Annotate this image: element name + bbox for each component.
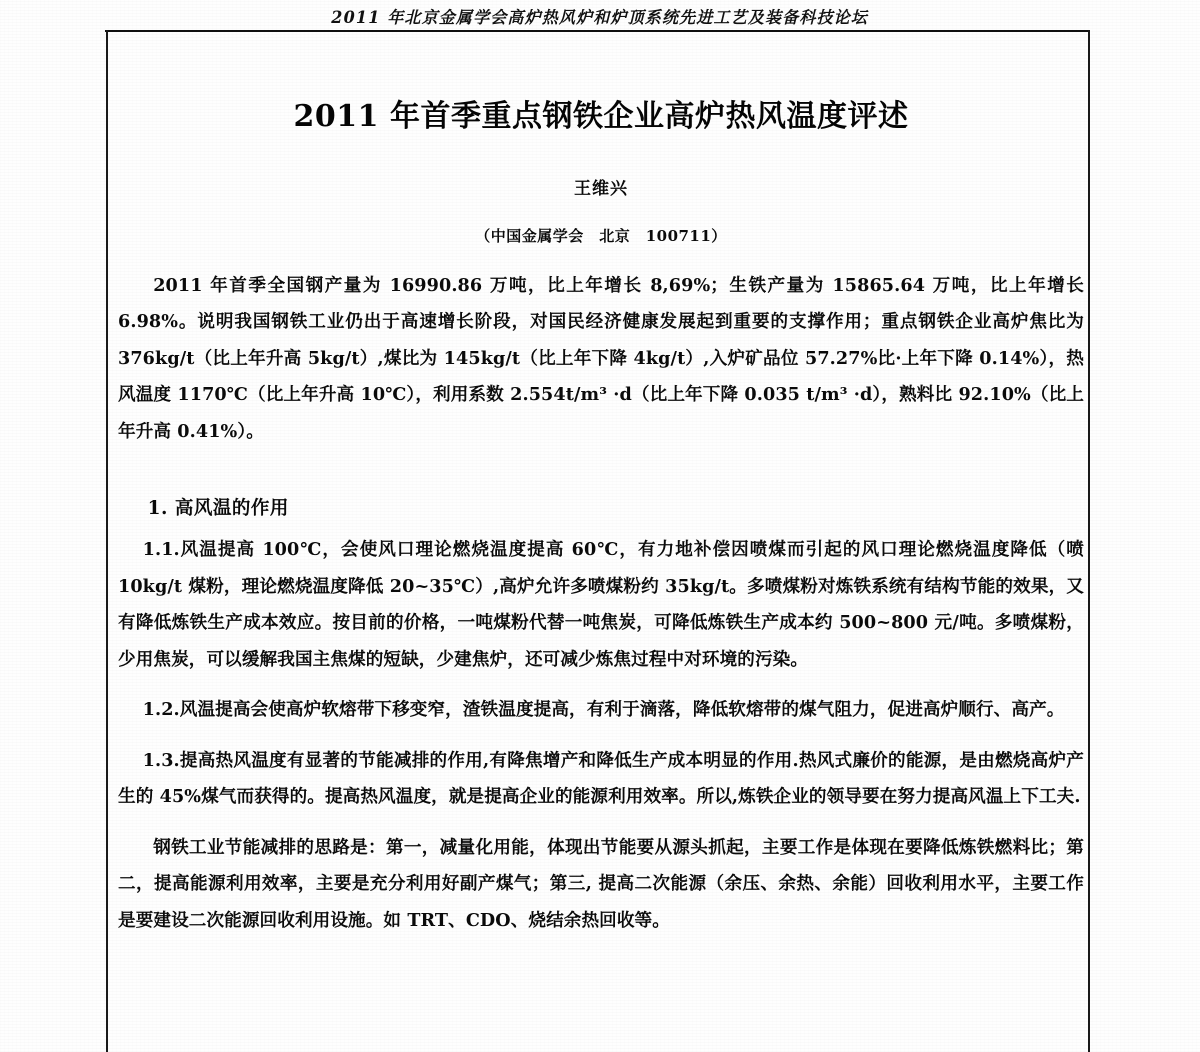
paragraph-1-4: 钢铁工业节能减排的思路是：第一，减量化用能，体现出节能要从源头抓起，主要工作是体现在要降低炼铁燃料比；第二，提高能源利用效率，主要是充分利用好副产煤气；第三, 提高二次能源（余压、余热、余能）回收利用水平，主要工作是要建设二次能源回收利用设施。如 TRT、CDO、烧结余热回收等。 xyxy=(118,836,1084,931)
article-body xyxy=(118,268,1084,940)
paragraph-1-1: 1.1.风温提高 100℃，会使风口理论燃烧温度提高 60℃，有力地补偿因喷煤而引起的风口理论燃烧温度降低（喷 10kg/t 煤粉，理论燃烧温度降低 20~35℃）,高炉允许多喷煤粉约 35kg/t。多喷煤粉对炼铁系统有结构节能的效果，又有降低炼铁生产成本效应。按目前的价格，一吨煤粉代替一吨焦炭，可降低炼铁生产成本约 500~800 元/吨。多喷煤粉，少用焦炭，可以缓解我国主焦煤的短缺，少建焦炉，还可减少炼焦过程中对环境的污染。 xyxy=(118,539,1084,670)
section-number-1: 1. xyxy=(147,498,168,519)
document-content xyxy=(118,56,1084,939)
author-name: 王维兴 xyxy=(574,178,628,199)
page-right-edge-rule xyxy=(1088,30,1090,1052)
running-header-text: 2011 年北京金属学会高炉热风炉和炉顶系统先进工艺及装备科技论坛 xyxy=(331,8,869,27)
header-divider-rule xyxy=(105,30,1090,32)
section-title-1: 高风温的作用 xyxy=(174,498,289,519)
page-title: 2011 年首季重点钢铁企业高炉热风温度评述 xyxy=(293,99,909,134)
paragraph-1-3: 1.3.提高热风温度有显著的节能减排的作用,有降焦增产和降低生产成本明显的作用.热风式廉价的能源，是由燃烧高炉产生的 45%煤气而获得的。提高热风温度，就是提高企业的能源利用效率。所以,炼铁企业的领导要在努力提高风温上下工夫. xyxy=(118,749,1084,807)
section-heading-1 xyxy=(118,492,1084,526)
abstract-paragraph: 2011 年首季全国钢产量为 16990.86 万吨，比上年增长 8,69%；生铁产量为 15865.64 万吨，比上年增长 6.98%。说明我国钢铁工业仍出于高速增长阶段，对国民经济健康发展起到重要的支撑作用；重点钢铁企业高炉焦比为 376kg/t（比上年升高 5kg/t）,煤比为 145kg/t（比上年下降 4kg/t）,入炉矿品位 57.27%比·上年下降 0.14%），热风温度 1170℃（比上年升高 10℃），利用系数 2.554t/m³ ·d（比上年下降 0.035 t/m³ ·d），熟料比 92.10%（比上年升高 0.41%）。 xyxy=(118,274,1084,442)
running-header xyxy=(0,4,1200,28)
paragraph-1-2: 1.2.风温提高会使高炉软熔带下移变窄，渣铁温度提高，有利于滴落，降低软熔带的煤气阻力，促进高炉顺行、高产。 xyxy=(142,699,1065,720)
author-affiliation: （中国金属学会 北京 100711） xyxy=(475,226,727,245)
page-left-edge-rule xyxy=(106,30,108,1052)
